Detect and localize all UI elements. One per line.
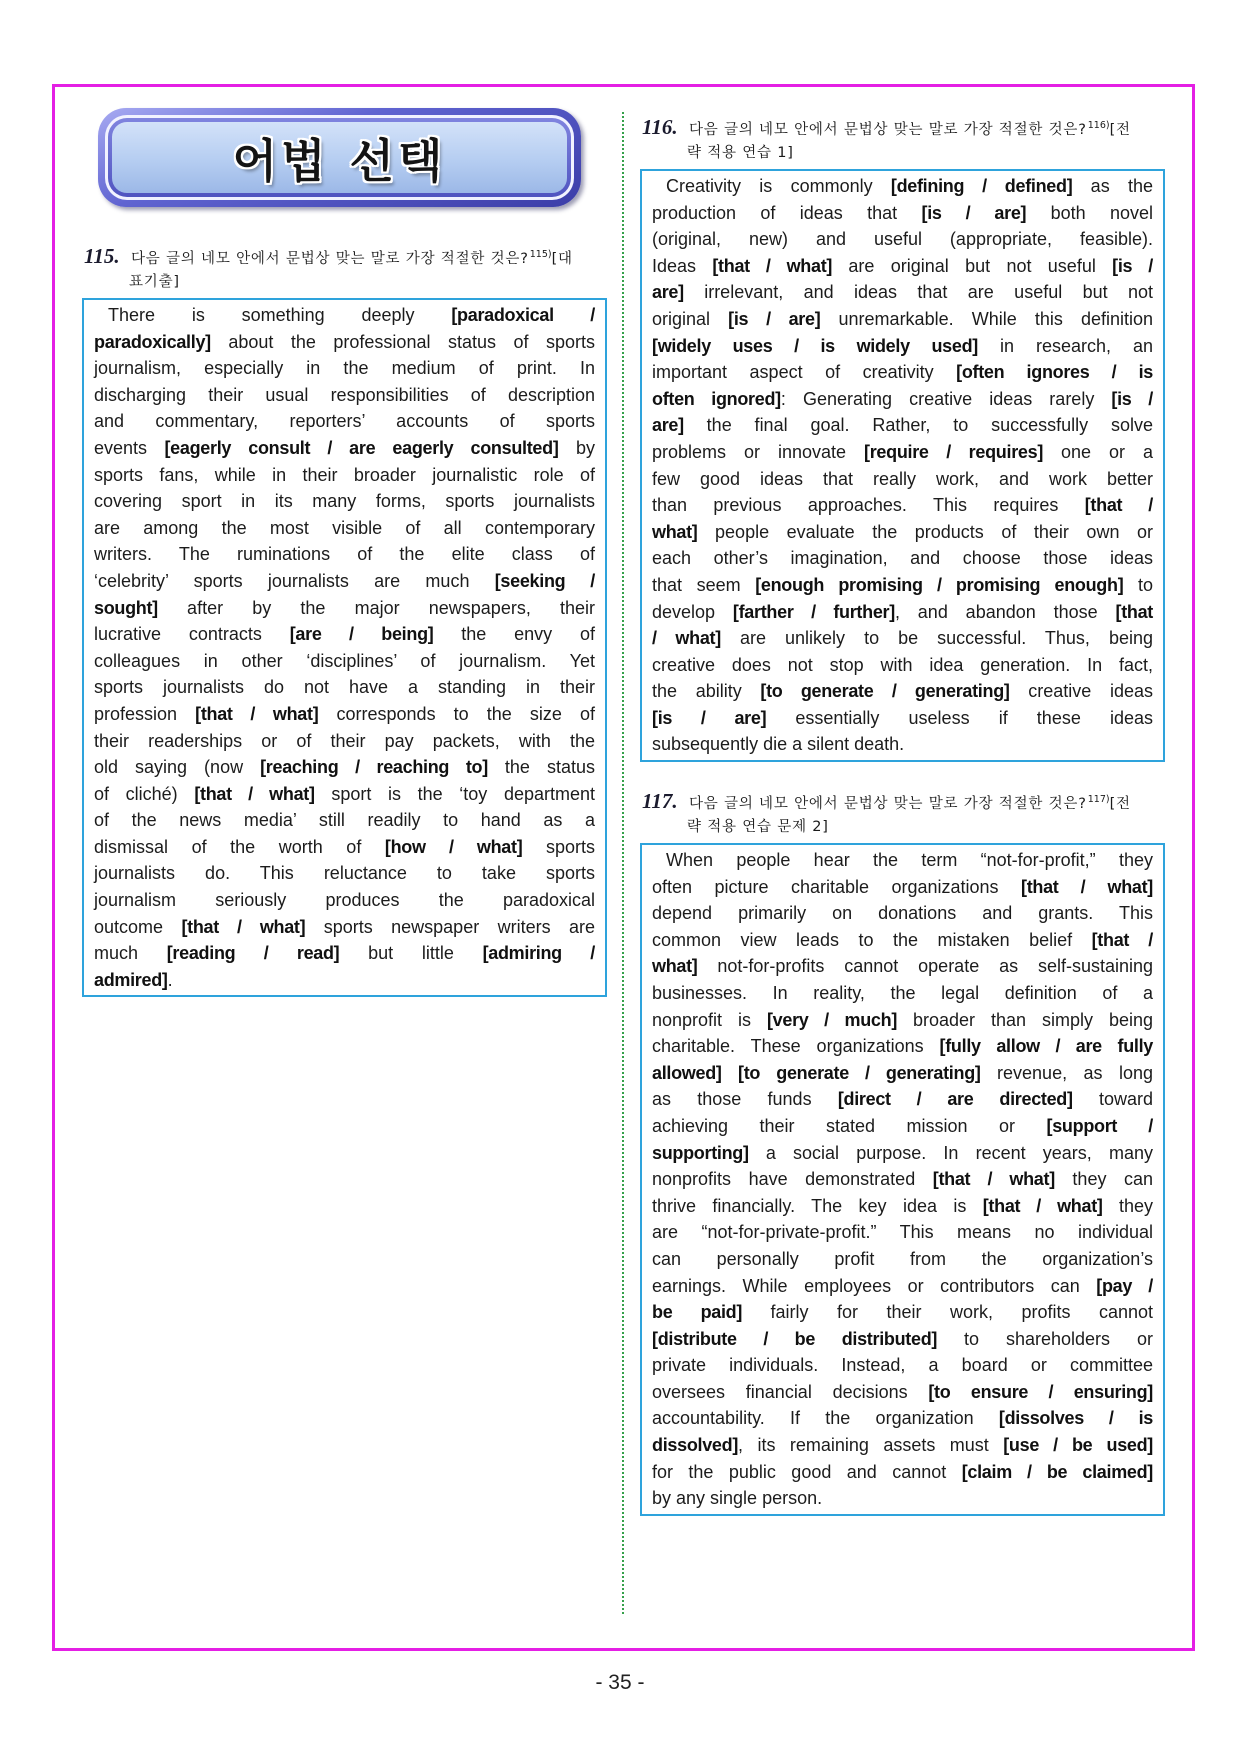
- passage-line: [652, 412, 1153, 439]
- passage-text: of the news media’ still readily to hand as a: [94, 810, 595, 831]
- question-header-line: [84, 269, 573, 294]
- passage-line: [652, 1405, 1153, 1432]
- passage-line: [94, 860, 595, 887]
- passage-line: [652, 200, 1153, 227]
- passage-line: [652, 1113, 1153, 1140]
- passage-text: There is something deeply: [108, 305, 452, 325]
- footnote-marker: 115): [529, 249, 552, 260]
- passage-line: [94, 435, 595, 462]
- banner-inner-ring: [108, 118, 571, 197]
- passage-line: [94, 674, 595, 701]
- answer-choice: [is / are]: [921, 202, 1027, 223]
- passage-text: one or a: [1043, 441, 1153, 462]
- banner-fill: [112, 122, 567, 193]
- passage-line: [652, 1246, 1153, 1273]
- answer-choice: [reaching / reaching to]: [260, 757, 488, 778]
- passage-text: sports: [522, 836, 595, 857]
- passage-line: [94, 648, 595, 675]
- passage-line: [652, 1060, 1153, 1087]
- passage-text: the status: [487, 757, 595, 778]
- passage-line: [94, 781, 595, 808]
- passage-text: much: [94, 943, 167, 964]
- answer-choice: [are / being]: [289, 624, 434, 645]
- passage-line: [94, 834, 595, 861]
- question-source: [대: [551, 251, 573, 267]
- passage-text: problems or innovate: [652, 441, 865, 462]
- passage-text: the final goal. Rather, to successfully solve: [683, 415, 1153, 436]
- answer-choice: [to generate / generating]: [760, 681, 1010, 702]
- passage-text: sports fans, while in their broader journalistic role of: [94, 464, 595, 485]
- answer-choice: [that / what]: [181, 916, 306, 937]
- question-header-line: [642, 789, 1131, 814]
- passage-line: [94, 914, 595, 941]
- passage-text: [722, 1063, 738, 1083]
- passage-text: nonprofit is: [652, 1009, 767, 1030]
- passage-line: [652, 1299, 1153, 1326]
- passage-text: unremarkable. While this definition: [820, 308, 1154, 329]
- passage-text: journalism, especially in the medium of print. In: [94, 358, 595, 379]
- passage-line: [652, 1379, 1153, 1406]
- answer-choice: [very / much]: [766, 1009, 898, 1030]
- question-header-line: [84, 244, 573, 269]
- passage-text: often picture charitable organizations: [652, 876, 1021, 897]
- passage-text: oversees financial decisions: [652, 1381, 929, 1402]
- passage-text: , and abandon those: [894, 601, 1116, 622]
- passage-line: [652, 545, 1153, 572]
- answer-choice: / what]: [652, 628, 721, 649]
- passage-text: both novel: [1026, 202, 1153, 223]
- passage-line: [652, 466, 1153, 493]
- passage-text: production of ideas that: [652, 202, 922, 223]
- answer-choice: [admiring /: [482, 943, 595, 964]
- passage-text: essentially useless if these ideas: [766, 707, 1153, 728]
- passage-text: depend primarily on donations and grants. This: [652, 903, 1153, 924]
- passage-line: [652, 980, 1153, 1007]
- passage-line: [652, 652, 1153, 679]
- passage-box-116: [640, 169, 1165, 762]
- question-source: [전: [1109, 796, 1131, 812]
- passage-text: (original, new) and useful (appropriate, feasible).: [652, 229, 1153, 250]
- passage-line: [652, 492, 1153, 519]
- passage-line: [652, 279, 1153, 306]
- passage-line: [652, 731, 1153, 758]
- passage-text: accountability. If the organization: [652, 1408, 999, 1429]
- passage-text: common view leads to the mistaken belief: [652, 929, 1092, 950]
- answer-choice: [is / are]: [728, 308, 821, 329]
- passage-text: lucrative contracts: [94, 624, 290, 645]
- passage-text: about the professional status of sports: [210, 331, 595, 352]
- question-header-line: [642, 140, 1131, 165]
- passage-line: [652, 927, 1153, 954]
- passage-text: not-for-profits cannot operate as self-sustaining: [697, 956, 1153, 977]
- passage-text: and commentary, reporters’ accounts of sports: [94, 411, 595, 432]
- answer-choice: sought]: [94, 597, 158, 618]
- footnote-marker: 117): [1087, 794, 1110, 805]
- passage-text: that seem: [652, 574, 756, 595]
- passage-text: .: [167, 969, 173, 990]
- answer-choice: are]: [652, 415, 684, 436]
- passage-text: When people hear the term “not-for-profit,” they: [666, 850, 1153, 870]
- passage-text: people evaluate the products of their own or: [697, 521, 1153, 542]
- column-divider: [622, 112, 624, 1614]
- passage-text: thrive financially. The key idea is: [652, 1195, 983, 1216]
- answer-choice: [defining / defined]: [890, 176, 1073, 196]
- passage-line: [652, 1140, 1153, 1167]
- passage-text: by: [558, 437, 595, 458]
- passage-text: irrelevant, and ideas that are useful but not: [683, 282, 1153, 303]
- passage-line: [94, 408, 595, 435]
- answer-choice: [that / what]: [982, 1195, 1103, 1216]
- question-header-line: [642, 814, 1131, 839]
- passage-line: [94, 329, 595, 356]
- passage-text: their readerships or of their pay packets, with the: [94, 730, 595, 751]
- passage-text: than previous approaches. This requires: [652, 495, 1085, 516]
- passage-line: [652, 386, 1153, 413]
- passage-line: [652, 173, 1153, 200]
- question-number: 115.: [84, 244, 120, 268]
- answer-choice: allowed]: [652, 1062, 722, 1083]
- passage-line: [94, 967, 595, 994]
- answer-choice: admired]: [94, 969, 168, 990]
- answer-choice: supporting]: [652, 1142, 749, 1163]
- answer-choice: [that / what]: [932, 1169, 1055, 1190]
- passage-text: toward: [1072, 1089, 1153, 1110]
- passage-text: each other’s imagination, and choose those ideas: [652, 548, 1153, 569]
- passage-text: sports newspaper writers are: [305, 916, 596, 937]
- answer-choice: [often ignores / is: [956, 362, 1154, 383]
- passage-text: by any single person.: [652, 1488, 823, 1509]
- section-title-banner: [98, 108, 581, 207]
- passage-line: [94, 621, 595, 648]
- passage-text: dismissal of the worth of: [94, 836, 385, 857]
- passage-line: [94, 541, 595, 568]
- passage-line: [652, 1326, 1153, 1353]
- answer-choice: [that / what]: [194, 783, 315, 804]
- answer-choice: [use / be used]: [1003, 1435, 1154, 1456]
- passage-line: [94, 515, 595, 542]
- passage-text: , its remaining assets must: [738, 1435, 1004, 1456]
- answer-choice: often ignored]: [652, 388, 781, 409]
- passage-text: : Generating creative ideas rarely: [780, 388, 1112, 409]
- passage-line: [652, 306, 1153, 333]
- passage-text: are “not-for-private-profit.” This means no individual: [652, 1222, 1153, 1243]
- passage-line: [94, 887, 595, 914]
- passage-text: colleagues in other ‘disciplines’ of journalism. Yet: [94, 650, 595, 671]
- answer-choice: [is / are]: [652, 707, 767, 728]
- question-source-continued: 략 적용 연습 1]: [687, 145, 794, 161]
- answer-choice: [how / what]: [384, 836, 523, 857]
- question-115-header: [84, 244, 573, 294]
- passage-line: [94, 355, 595, 382]
- passage-text: sports journalists do not have a standing in their: [94, 677, 595, 698]
- answer-choice: are]: [652, 282, 684, 303]
- question-header-line: [642, 115, 1131, 140]
- passage-line: [94, 462, 595, 489]
- passage-line: [652, 359, 1153, 386]
- passage-line: [652, 1007, 1153, 1034]
- answer-choice: [that /: [1091, 929, 1153, 950]
- passage-text: to shareholders or: [937, 1328, 1153, 1349]
- passage-line: [652, 1086, 1153, 1113]
- answer-choice: what]: [652, 956, 698, 977]
- answer-choice: [to generate / generating]: [738, 1062, 981, 1083]
- passage-box-117: [640, 843, 1165, 1516]
- answer-choice: be paid]: [652, 1302, 743, 1323]
- passage-text: creative does not stop with idea generation. In fact,: [652, 654, 1153, 675]
- answer-choice: [fully allow / are fully: [939, 1036, 1154, 1057]
- answer-choice: [that / what]: [712, 255, 833, 276]
- passage-text: develop: [652, 601, 733, 622]
- passage-line: [652, 226, 1153, 253]
- passage-text: earnings. While employees or contributors can: [652, 1275, 1097, 1296]
- answer-choice: [that: [1115, 601, 1153, 622]
- passage-line: [652, 333, 1153, 360]
- passage-box-115: [82, 298, 607, 997]
- passage-line: [652, 599, 1153, 626]
- passage-line: [652, 847, 1153, 874]
- question-source: [전: [1109, 122, 1131, 138]
- answer-choice: [to ensure / ensuring]: [928, 1381, 1154, 1402]
- question-prompt: 다음 글의 네모 안에서 문법상 맞는 말로 가장 적절한 것은?: [689, 796, 1087, 812]
- section-title: 어법 선택: [232, 133, 447, 188]
- answer-choice: [is /: [1111, 388, 1153, 409]
- passage-text: can personally profit from the organization’s: [652, 1248, 1153, 1269]
- question-source-continued: 표기출]: [129, 274, 180, 290]
- passage-line: [94, 940, 595, 967]
- passage-line: [652, 1193, 1153, 1220]
- answer-choice: [require / requires]: [864, 441, 1044, 462]
- passage-text: the ability: [652, 681, 761, 702]
- passage-line: [652, 519, 1153, 546]
- passage-text: original: [652, 308, 729, 329]
- passage-line: [94, 302, 595, 329]
- passage-line: [652, 1485, 1153, 1512]
- passage-text: Creativity is commonly: [666, 176, 891, 196]
- answer-choice: [that / what]: [195, 703, 319, 724]
- passage-text: but little: [339, 943, 483, 964]
- question-number: 116.: [642, 115, 678, 139]
- passage-line: [652, 678, 1153, 705]
- passage-text: nonprofits have demonstrated: [652, 1169, 933, 1190]
- passage-line: [652, 1352, 1153, 1379]
- passage-line: [652, 253, 1153, 280]
- passage-text: writers. The ruminations of the elite class of: [94, 544, 595, 565]
- passage-line: [652, 1219, 1153, 1246]
- passage-line: [94, 595, 595, 622]
- passage-line: [94, 488, 595, 515]
- question-number: 117.: [642, 789, 678, 813]
- answer-choice: [is /: [1112, 255, 1153, 276]
- passage-text: are among the most visible of all contemporary: [94, 517, 595, 538]
- passage-text: charitable. These organizations: [652, 1036, 940, 1057]
- passage-text: after by the major newspapers, their: [157, 597, 595, 618]
- passage-text: corresponds to the size of: [318, 703, 595, 724]
- answer-choice: paradoxically]: [94, 331, 211, 352]
- passage-text: discharging their usual responsibilities of description: [94, 384, 595, 405]
- passage-line: [652, 874, 1153, 901]
- answer-choice: [that / what]: [1021, 876, 1153, 897]
- question-117-header: [642, 789, 1131, 839]
- answer-choice: [direct / are directed]: [837, 1089, 1073, 1110]
- passage-text: revenue, as long: [980, 1062, 1153, 1083]
- passage-text: in research, an: [977, 335, 1153, 356]
- passage-text: creative ideas: [1009, 681, 1153, 702]
- answer-choice: [eagerly consult / are eagerly consulted]: [164, 437, 559, 458]
- answer-choice: [distribute / be distributed]: [652, 1328, 938, 1349]
- passage-line: [652, 1432, 1153, 1459]
- passage-text: ‘celebrity’ sports journalists are much: [94, 570, 495, 591]
- passage-text: journalists do. This reluctance to take sports: [94, 863, 595, 884]
- passage-text: of cliché): [94, 783, 195, 804]
- passage-line: [652, 900, 1153, 927]
- question-116-header: [642, 115, 1131, 165]
- passage-text: outcome: [94, 916, 182, 937]
- passage-text: sport is the ‘toy department: [314, 783, 595, 804]
- passage-line: [652, 625, 1153, 652]
- answer-choice: [farther / further]: [732, 601, 895, 622]
- passage-text: few good ideas that really work, and work better: [652, 468, 1153, 489]
- passage-line: [652, 953, 1153, 980]
- answer-choice: [seeking /: [494, 570, 596, 591]
- passage-text: are original but not useful: [832, 255, 1113, 276]
- passage-line: [652, 439, 1153, 466]
- answer-choice: [widely uses / is widely used]: [652, 335, 978, 356]
- passage-text: to: [1123, 574, 1153, 595]
- answer-choice: [support /: [1046, 1115, 1153, 1136]
- passage-text: important aspect of creativity: [652, 362, 957, 383]
- passage-text: old saying (now: [94, 757, 261, 778]
- banner-ring: [105, 115, 574, 200]
- passage-text: as the: [1072, 176, 1153, 196]
- answer-choice: [claim / be claimed]: [961, 1461, 1153, 1482]
- passage-text: for the public good and cannot: [652, 1461, 962, 1482]
- passage-text: as those funds: [652, 1089, 838, 1110]
- answer-choice: [paradoxical /: [451, 305, 595, 325]
- passage-line: [94, 754, 595, 781]
- passage-text: the envy of: [433, 624, 595, 645]
- passage-text: they: [1102, 1195, 1153, 1216]
- passage-line: [94, 807, 595, 834]
- passage-text: a social purpose. In recent years, many: [748, 1142, 1153, 1163]
- answer-choice: what]: [652, 521, 698, 542]
- passage-text: subsequently die a silent death.: [652, 734, 905, 755]
- footnote-marker: 116): [1087, 120, 1110, 131]
- passage-line: [94, 701, 595, 728]
- passage-text: covering sport in its many forms, sports journalists: [94, 491, 595, 512]
- passage-text: businesses. In reality, the legal definition of a: [652, 982, 1153, 1003]
- passage-text: profession: [94, 703, 196, 724]
- passage-line: [652, 1033, 1153, 1060]
- question-prompt: 다음 글의 네모 안에서 문법상 맞는 말로 가장 적절한 것은?: [131, 251, 529, 267]
- passage-line: [94, 568, 595, 595]
- answer-choice: dissolved]: [652, 1435, 739, 1456]
- passage-text: Ideas: [652, 255, 713, 276]
- passage-text: are unlikely to be successful. Thus, being: [720, 628, 1153, 649]
- passage-text: fairly for their work, profits cannot: [742, 1302, 1153, 1323]
- answer-choice: [dissolves / is: [998, 1408, 1153, 1429]
- passage-text: they can: [1054, 1169, 1154, 1190]
- passage-line: [652, 705, 1153, 732]
- answer-choice: [reading / read]: [166, 943, 340, 964]
- passage-line: [94, 382, 595, 409]
- passage-text: broader than simply being: [897, 1009, 1153, 1030]
- passage-text: achieving their stated mission or: [652, 1115, 1047, 1136]
- question-prompt: 다음 글의 네모 안에서 문법상 맞는 말로 가장 적절한 것은?: [689, 122, 1087, 138]
- answer-choice: [pay /: [1096, 1275, 1153, 1296]
- passage-text: events: [94, 437, 165, 458]
- page-number: - 35 -: [595, 1671, 645, 1694]
- passage-text: journalism seriously produces the paradoxical: [94, 890, 595, 911]
- answer-choice: [that /: [1084, 495, 1153, 516]
- passage-line: [94, 728, 595, 755]
- question-source-continued: 략 적용 연습 문제 2]: [687, 819, 829, 835]
- passage-text: private individuals. Instead, a board or committee: [652, 1355, 1153, 1376]
- passage-line: [652, 1273, 1153, 1300]
- passage-line: [652, 1166, 1153, 1193]
- passage-line: [652, 1459, 1153, 1486]
- answer-choice: [enough promising / promising enough]: [755, 574, 1124, 595]
- passage-line: [652, 572, 1153, 599]
